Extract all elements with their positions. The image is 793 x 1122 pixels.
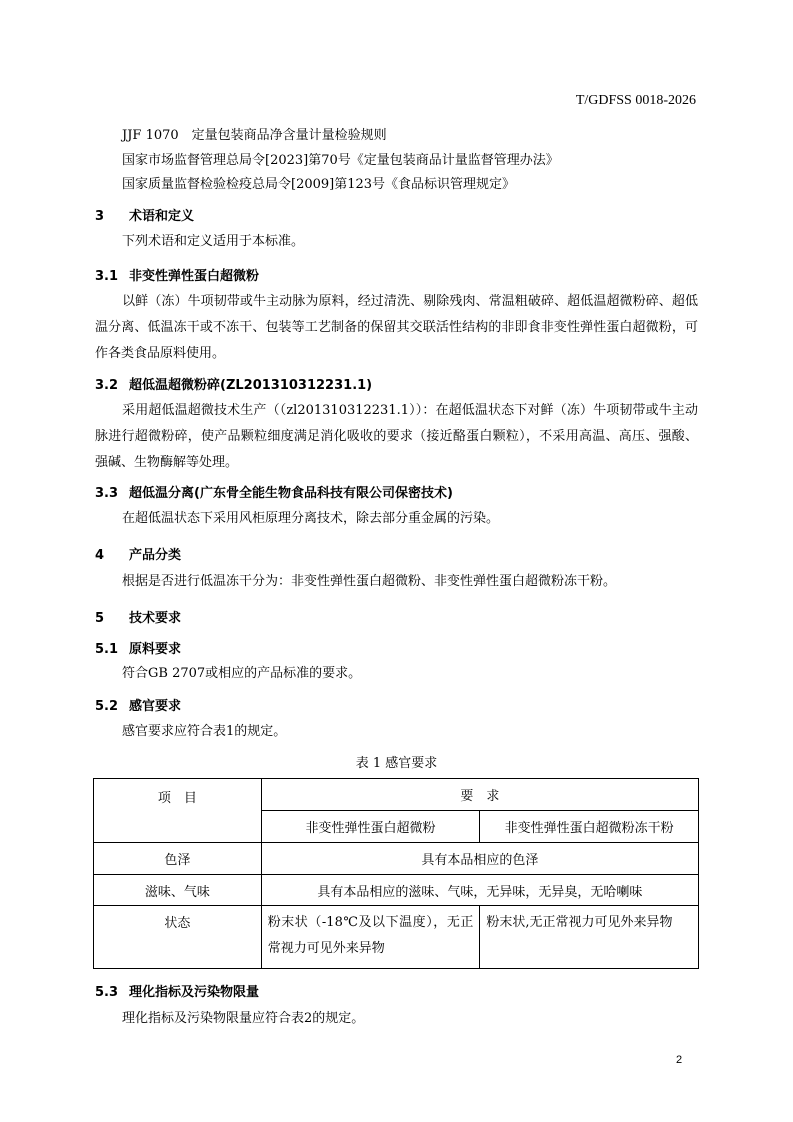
section-title: 术语和定义: [129, 209, 195, 224]
section-title: 产品分类: [129, 548, 182, 563]
section-heading-5-2: [95, 695, 181, 714]
section-title: 技术要求: [129, 611, 182, 626]
paragraph-text: 采用超低温超微技术生产（（zl201310312231.1））：在超低温状态下对鲜（冻）牛项韧带或牛主动脉进行超微粉碎，使产品颗粒细度满足消化吸收的要求（接近酪蛋白颗粒），不采用高温、高压、强酸、强碱、生物酶解等处理。: [95, 403, 698, 470]
table-header-item: 项 目: [94, 779, 262, 843]
section-body-4: [95, 569, 698, 595]
section-body-5-1: [95, 661, 698, 687]
reference-line: JJF 1070 定量包装商品净含量计量检验规则: [122, 128, 387, 143]
section-heading-5: [95, 607, 181, 626]
section-heading-3-2: [95, 374, 372, 393]
section-number: 3: [95, 209, 105, 224]
table-caption: 表 1 感官要求: [355, 756, 438, 771]
reference-line: 国家质量监督检验检疫总局令[2009]第123号《食品标识管理规定》: [122, 177, 516, 192]
section-title: 原料要求: [129, 642, 182, 657]
standard-code: T/GDFSS 0018-2026: [575, 93, 696, 108]
section-number: 3.1: [95, 269, 119, 284]
section-heading-5-3: [95, 981, 259, 1000]
paragraph-text: 感官要求应符合表1的规定。: [122, 724, 287, 739]
section-number: 3.3: [95, 486, 119, 501]
section-number: 5.2: [95, 699, 119, 714]
section-number: 5: [95, 611, 105, 626]
section-heading-4: [95, 544, 181, 563]
section-number: 4: [95, 548, 105, 563]
paragraph-text: 在超低温状态下采用风柜原理分离技术，除去部分重金属的污染。: [122, 511, 500, 526]
section-body-3-1: [95, 289, 698, 367]
paragraph-text: 理化指标及污染物限量应符合表2的规定。: [122, 1011, 365, 1026]
table-cell-item: 色泽: [94, 843, 262, 875]
table-cell-item: 滋味、气味: [94, 875, 262, 906]
section-heading-3-1: [95, 265, 259, 284]
paragraph-text: 以鲜（冻）牛项韧带或牛主动脉为原料，经过清洗、剔除残肉、常温粗破碎、超低温超微粉碎、超低温分离、低温冻干或不冻干、包装等工艺制备的保留其交联活性结构的非即食非变性弹性蛋白超微粉，可作各类食品原料使用。: [95, 294, 698, 361]
paragraph-text: 根据是否进行低温冻干分为：非变性弹性蛋白超微粉、非变性弹性蛋白超微粉冻干粉。: [122, 574, 617, 589]
section-number: 5.1: [95, 642, 119, 657]
table-row: [94, 875, 699, 906]
table-subheader-col1: 非变性弹性蛋白超微粉: [261, 811, 480, 843]
page-number: 2: [676, 1054, 683, 1066]
section-number: 5.3: [95, 985, 119, 1000]
table-row: [94, 906, 699, 969]
table-cell-merged: 具有本品相应的色泽: [261, 843, 698, 875]
table-subheader-col2: 非变性弹性蛋白超微粉冻干粉: [480, 811, 699, 843]
section-body-3: [95, 229, 698, 255]
section-body-3-2: [95, 398, 698, 476]
table-cell-merged: 具有本品相应的滋味、气味，无异味，无异臭，无哈喇味: [261, 875, 698, 906]
paragraph-text: 下列术语和定义适用于本标准。: [122, 234, 305, 249]
table-cell-col2: 粉末状,无正常视力可见外来异物: [480, 906, 699, 969]
section-body-5-3: [95, 1006, 698, 1032]
section-title: 理化指标及污染物限量: [129, 985, 260, 1000]
section-title: 感官要求: [129, 699, 182, 714]
sensory-requirements-table: [93, 778, 699, 969]
section-title: 非变性弹性蛋白超微粉: [129, 269, 260, 284]
section-body-5-2: [95, 719, 698, 745]
table-cell-item: 状态: [94, 906, 262, 969]
table-cell-col1: 粉末状（-18℃及以下温度），无正常视力可见外来异物: [261, 906, 480, 969]
section-heading-5-1: [95, 638, 181, 657]
section-heading-3: [95, 205, 194, 224]
section-heading-3-3: [95, 482, 453, 501]
table-header-requirement: 要 求: [261, 779, 698, 811]
section-title: 超低温分离(广东骨全能生物食品科技有限公司保密技术): [129, 486, 453, 501]
section-title: 超低温超微粉碎(ZL201310312231.1): [129, 378, 373, 393]
paragraph-text: 符合GB 2707或相应的产品标准的要求。: [122, 666, 362, 681]
section-number: 3.2: [95, 378, 119, 393]
reference-line: 国家市场监督管理总局令[2023]第70号《定量包装商品计量监督管理办法》: [122, 153, 559, 168]
section-body-3-3: [95, 506, 698, 532]
table-row: [94, 843, 699, 875]
